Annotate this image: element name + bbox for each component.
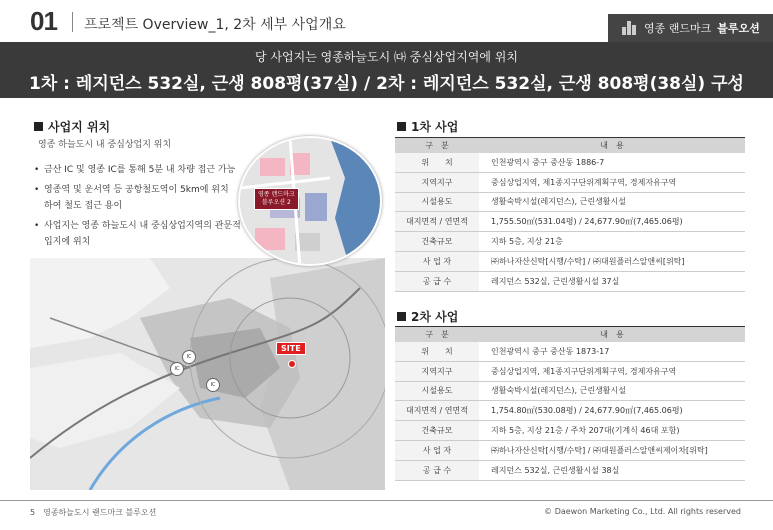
col-header-key: 구 분 xyxy=(395,327,479,342)
bullet-item: • 영종역 및 운서역 등 공항철도역이 5km에 위치 xyxy=(34,182,266,198)
square-bullet-icon xyxy=(397,122,406,131)
col-header-value: 내 용 xyxy=(479,138,745,153)
bullet-continuation: 하여 철도 접근 용이 xyxy=(44,201,123,211)
table-row: 공 급 수 레지던스 532실, 근린생활시설 38실 xyxy=(395,460,745,480)
square-bullet-icon xyxy=(397,312,406,321)
table-header-row xyxy=(395,327,745,342)
table-row: 공 급 수 레지던스 532실, 근린생활시설 37실 xyxy=(395,271,745,291)
ic-marker: IC xyxy=(182,350,196,364)
table-row: 지역지구 중심상업지역, 제1종지구단위계획구역, 경제자유구역 xyxy=(395,361,745,381)
summary-banner xyxy=(0,42,773,98)
ic-marker: IC xyxy=(170,362,184,376)
inset-site-label: 영종 랜드마크 블루오션 2 xyxy=(254,188,299,210)
section-number: 01 xyxy=(30,6,57,36)
table-row: 사 업 자 ㈜하나자산신탁[시행/수탁] / ㈜대원플러스알앤씨제이차[위탁] xyxy=(395,440,745,460)
col-header-key: 구 분 xyxy=(395,138,479,153)
banner-subtitle: 당 사업지는 영종하늘도시 ㈐ 중심상업지역에 위치 xyxy=(255,50,518,64)
table-row: 건축규모 지하 5층, 지상 21층 xyxy=(395,232,745,252)
phase2-table xyxy=(395,326,745,481)
phase1-table xyxy=(395,137,745,292)
bullet-item: • 사업지는 영종 하늘도시 내 중심상업지역의 관문적 xyxy=(34,218,266,234)
site-zoom-inset xyxy=(238,136,382,266)
bullet-item: • 금산 IC 및 영종 IC를 통해 5분 내 차량 접근 가능 xyxy=(34,162,266,178)
table-row: 위 치 인천광역시 중구 중산동 1873-17 xyxy=(395,342,745,362)
page-title: 프로젝트 Overview_1, 2차 세부 사업개요 xyxy=(84,17,346,33)
phase2-section-title: 2차 사업 xyxy=(397,308,458,325)
table-row: 대지면적 / 연면적 1,755.50㎡(531.04평) / 24,677.90㎡(7,465.06평) xyxy=(395,212,745,232)
brand-prefix: 영종 랜드마크 xyxy=(644,22,712,35)
header-divider xyxy=(72,12,73,32)
table-row: 시설용도 생활숙박시설(레지던스), 근린생활시설 xyxy=(395,381,745,401)
table-row: 사 업 자 ㈜하나자산신탁[시행/수탁] / ㈜대원플러스알앤씨[위탁] xyxy=(395,251,745,271)
footer-page-info: 5 영종하늘도시 랜드마크 블루오션 xyxy=(30,508,157,517)
site-marker: SITE xyxy=(276,342,306,355)
table-row: 건축규모 지하 5층, 지상 21층 / 주차 207대(기계식 46대 포함) xyxy=(395,421,745,441)
location-map xyxy=(30,258,385,490)
table-row: 지역지구 중심상업지역, 제1종지구단위계획구역, 경제자유구역 xyxy=(395,172,745,192)
ic-marker: IC xyxy=(206,378,220,392)
col-header-value: 내 용 xyxy=(479,327,745,342)
location-section-title: 사업지 위치 xyxy=(34,118,110,135)
location-bullets xyxy=(34,162,266,250)
phase1-section-title: 1차 사업 xyxy=(397,118,458,135)
building-icon xyxy=(622,21,638,35)
square-bullet-icon xyxy=(34,122,43,131)
brand-name: 블루오션 xyxy=(717,22,760,35)
site-pin-icon xyxy=(288,360,296,368)
table-row: 위 치 인천광역시 중구 중산동 1886-7 xyxy=(395,153,745,173)
location-subtitle: 영종 하늘도시 내 중심상업지 위치 xyxy=(38,140,172,150)
table-header-row xyxy=(395,138,745,153)
banner-headline: 1차 : 레지던스 532실, 근생 808평(37실) / 2차 : 레지던스 532실, 근생 808평(38실) 구성 xyxy=(29,74,744,94)
page-header xyxy=(0,0,773,42)
brand-tag xyxy=(608,14,773,42)
page-footer xyxy=(0,500,773,530)
footer-copyright: © Daewon Marketing Co., Ltd. All rights reserved xyxy=(544,507,741,516)
table-row: 시설용도 생활숙박시설(레지던스), 근린생활시설 xyxy=(395,192,745,212)
map-graphic xyxy=(30,258,385,490)
table-row: 대지면적 / 연면적 1,754.80㎡(530.08평) / 24,677.90㎡(7,465.06평) xyxy=(395,401,745,421)
bullet-continuation: 입지에 위치 xyxy=(44,237,91,247)
